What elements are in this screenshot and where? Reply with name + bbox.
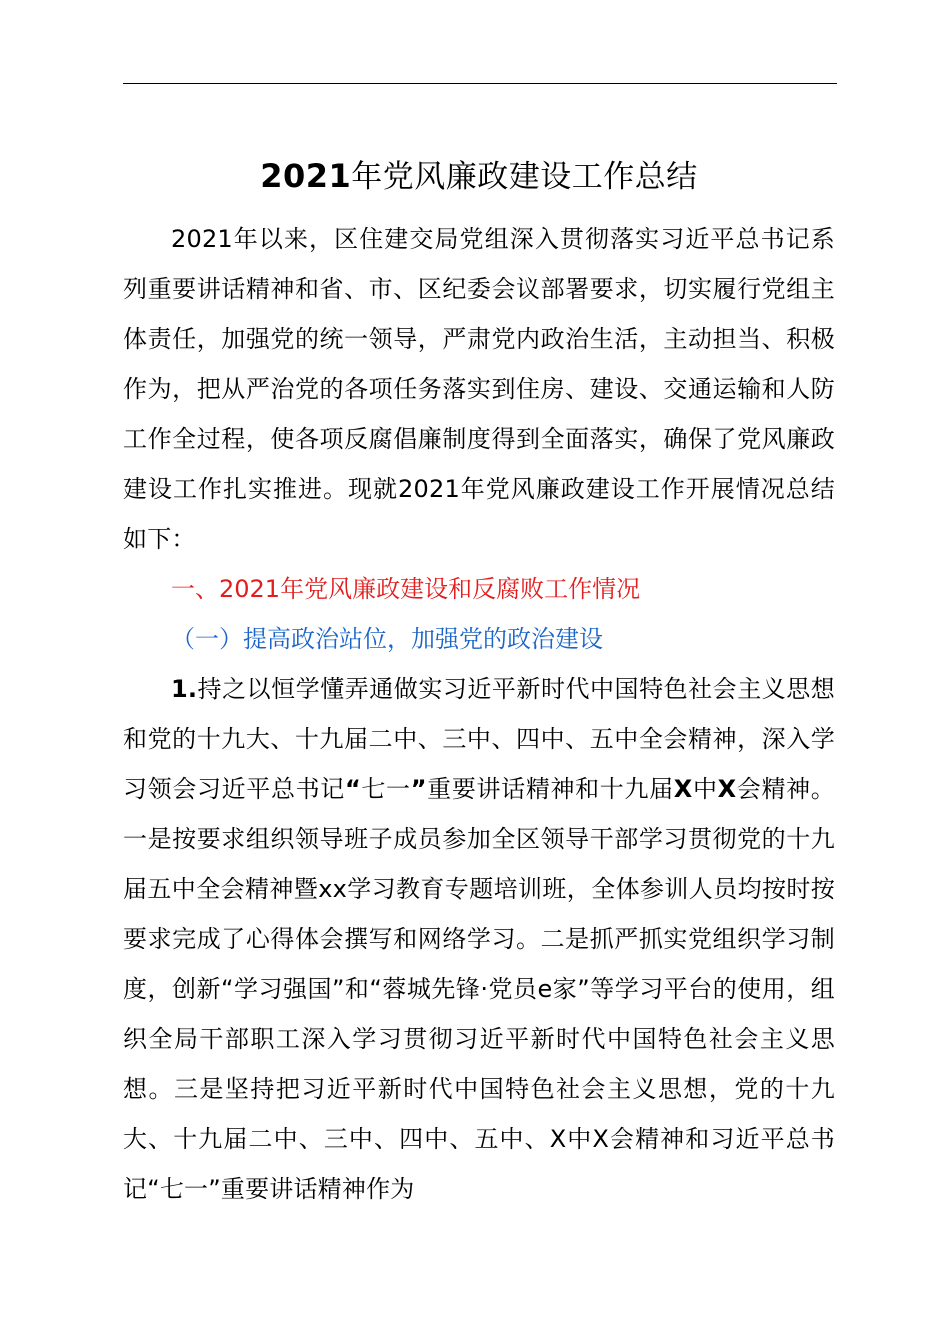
item-text-mid: 中 xyxy=(692,775,718,803)
title-text: 年党风廉政建设工作总结 xyxy=(351,159,698,195)
header-rule xyxy=(123,83,837,84)
placeholder-x-2: X xyxy=(717,775,737,803)
document-title xyxy=(123,148,835,204)
quote-open: “ xyxy=(344,775,361,803)
intro-paragraph: 2021年以来，区住建交局党组深入贯彻落实习近平总书记系列重要讲话精神和省、市、区纪委会议部署要求，切实履行党组主体责任，加强党的统一领导，严肃党内政治生活，主动担当、积极作为，把从严治党的各项任务落实到住房、建设、交通运输和人防工作全过程，使各项反腐倡廉制度得到全面落实，确保了党风廉政建设工作扎实推进。现就2021年党风廉政建设工作开展情况总结如下： xyxy=(123,225,835,553)
item-number: 1. xyxy=(171,675,198,703)
placeholder-x-1: X xyxy=(673,775,693,803)
item-text-b: 重要讲话精神和十九届 xyxy=(426,775,674,803)
item-1-paragraph xyxy=(123,664,835,1214)
quote-close: ” xyxy=(410,775,427,803)
item-text-a: 持之以恒学懂弄通做实习近平新时代中国特色社会主义思想和党的十九大、十九届二中、三中、四中、五中全会精神，深入学习领会习近平总书记 xyxy=(123,675,835,803)
quote-text: 七一 xyxy=(360,775,411,803)
item-text-c: 会精神。一是按要求组织领导班子成员参加全区领导干部学习贯彻党的十九届五中全会精神暨xx学习教育专题培训班，全体参训人员均按时按要求完成了心得体会撰写和网络学习。二是抓严抓实党组织学习制度，创新“学习强国”和“蓉城先锋·党员e家”等学习平台的使用，组织全局干部职工深入学习贯彻习近平新时代中国特色社会主义思想。三是坚持把习近平新时代中国特色社会主义思想，党的十九大、十九届二中、三中、四中、五中、X中X会精神和习近平总书记“七一”重要讲话精神作为 xyxy=(123,775,836,1203)
document-page xyxy=(123,148,835,1214)
subsection-heading-1: （一）提高政治站位，加强党的政治建设 xyxy=(171,625,603,653)
title-year: 2021 xyxy=(260,157,352,195)
section-heading-1: 一、2021年党风廉政建设和反腐败工作情况 xyxy=(171,575,641,603)
